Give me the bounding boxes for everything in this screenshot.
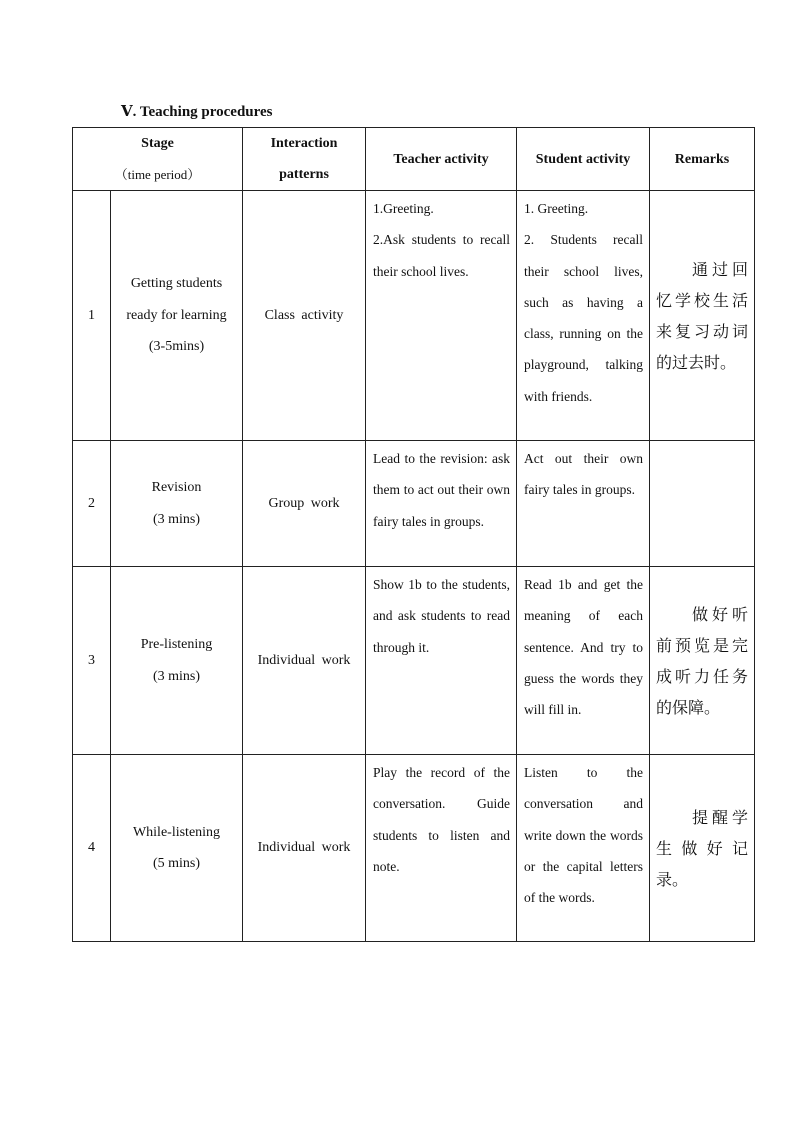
teacher-activity-cell	[366, 191, 517, 441]
student-activity-cell	[517, 755, 650, 942]
interaction-cell: Group work	[243, 441, 366, 567]
interaction-cell: Individual work	[243, 755, 366, 942]
interaction-cell: Class activity	[243, 191, 366, 441]
row-number: 3	[73, 567, 111, 755]
teaching-procedures-table	[72, 127, 755, 942]
teacher-activity-cell	[366, 441, 517, 567]
teacher-activity-line: Play the record of the conversation. Guide students to listen and note.	[373, 765, 511, 874]
remarks-cell	[650, 191, 755, 441]
student-activity-line: 1. Greeting.	[524, 201, 589, 216]
stage-time: (3-5mins)	[148, 339, 205, 355]
table-row	[73, 567, 755, 755]
table-row	[73, 441, 755, 567]
student-activity-line: Listen to the conversation and write down the words or the capital letters of the words.	[524, 765, 644, 906]
remarks-cell	[650, 755, 755, 942]
header-stage	[73, 128, 243, 191]
header-student: Student activity	[517, 128, 650, 191]
stage-line: Getting students	[130, 276, 223, 292]
stage-line: ready for learning	[126, 307, 227, 323]
student-activity-line: Read 1b and get the meaning of each sentence. And try to guess the words they will fill in.	[524, 577, 644, 718]
stage-cell	[111, 191, 243, 441]
table-row	[73, 191, 755, 441]
row-number: 1	[73, 191, 111, 441]
teacher-activity-line: Lead to the revision: ask them to act out their own fairy tales in groups.	[373, 451, 511, 529]
stage-time: (3 mins)	[152, 668, 201, 684]
stage-time: (3 mins)	[152, 511, 201, 527]
student-activity-cell	[517, 567, 650, 755]
stage-time: (5 mins)	[152, 856, 201, 871]
stage-cell	[111, 567, 243, 755]
teacher-activity-cell	[366, 567, 517, 755]
stage-line: Pre-listening	[140, 637, 213, 652]
section-title: Ⅴ. Teaching procedures	[121, 104, 273, 120]
row-number: 2	[73, 441, 111, 567]
teacher-activity-line: 2.Ask students to recall their school lives.	[373, 232, 511, 279]
row-number: 4	[73, 755, 111, 942]
remarks-text: 通过回忆学校生活来复习动词的过去时。	[656, 259, 749, 372]
remarks-cell	[650, 567, 755, 755]
stage-cell	[111, 441, 243, 567]
header-row	[73, 128, 755, 191]
interaction-cell: Individual work	[243, 567, 366, 755]
header-interaction-line2: patterns	[279, 167, 329, 182]
remarks-text: 提醒学生做好记录。	[656, 807, 749, 889]
teacher-activity-line: Show 1b to the students, and ask students to read through it.	[373, 577, 511, 655]
header-interaction	[243, 128, 366, 191]
remarks-text: 做好听前预览是完成听力任务的保障。	[656, 604, 749, 717]
header-stage-sub: （time period）	[114, 167, 201, 182]
table-row	[73, 755, 755, 942]
student-activity-cell	[517, 191, 650, 441]
header-stage-label: Stage	[141, 136, 174, 151]
teacher-activity-cell	[366, 755, 517, 942]
stage-line: Revision	[151, 480, 202, 495]
header-interaction-line1: Interaction	[270, 136, 338, 151]
student-activity-line: 2. Students recall their school lives, such as having a class, running on the playground, talking with friends.	[524, 232, 644, 404]
teacher-activity-line: 1.Greeting.	[373, 201, 434, 216]
header-remarks: Remarks	[650, 128, 755, 191]
stage-cell	[111, 755, 243, 942]
student-activity-cell	[517, 441, 650, 567]
remarks-cell	[650, 441, 755, 567]
student-activity-line: Act out their own fairy tales in groups.	[524, 451, 644, 498]
header-teacher: Teacher activity	[366, 128, 517, 191]
stage-line: While-listening	[132, 824, 221, 840]
